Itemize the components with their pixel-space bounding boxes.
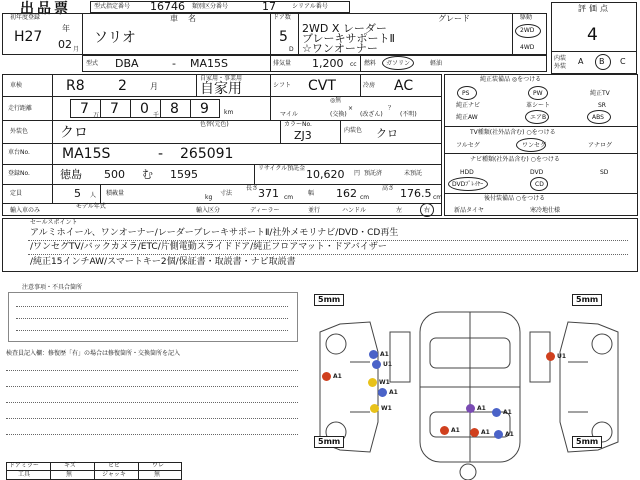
grade-line2: ブレーキサポートⅡ xyxy=(302,32,395,45)
damage-mark-label: A1 xyxy=(389,389,398,396)
damage-mark-dot xyxy=(494,430,503,439)
category-code-value: 17 xyxy=(262,0,276,13)
handle-right: 右 xyxy=(424,207,431,214)
load-unit: kg xyxy=(205,194,213,201)
mileage-note-mile: マイル xyxy=(280,111,298,118)
score-label: 評価点 xyxy=(578,4,611,13)
capacity-label: 定員 xyxy=(10,190,23,197)
legend-header-crack: ヒビ xyxy=(108,462,121,469)
equip-leather: 革シート xyxy=(526,102,551,109)
damage-mark-dot xyxy=(372,360,381,369)
tv-analog: アナログ xyxy=(588,142,613,149)
mileage-mark-unknown: ？ xyxy=(388,105,395,112)
inspector-label: 検査員記入欄：修復歴「有」の場合は修復箇所・交換箇所を記入 xyxy=(6,350,181,357)
use-label: 自家用・事業用 xyxy=(200,75,243,82)
legend-value-break-none: 無 xyxy=(154,471,161,478)
color-code-value: ZJ3 xyxy=(294,129,312,142)
fuel-diesel: 軽油 xyxy=(430,60,443,67)
mileage-digit-5: 9 xyxy=(200,101,209,117)
height-value: 176.5 xyxy=(400,187,432,200)
damage-mark-label: A1 xyxy=(503,409,512,416)
equip-ps-circle xyxy=(457,86,477,100)
grade-label: グレード xyxy=(438,14,470,23)
capacity-value: 5 xyxy=(74,187,81,200)
navi-dvd-player-circle xyxy=(448,177,488,191)
mileage-digit-2: 7 xyxy=(110,101,119,117)
handle-left: 左 xyxy=(396,207,403,214)
import-dealer: ディーラー xyxy=(250,207,280,214)
damage-mark-label: A1 xyxy=(477,405,486,412)
after-title: 後付装備品 ○をつける xyxy=(484,195,546,202)
model-code-label: 型式指定番号 xyxy=(94,3,131,10)
ac-label: 冷房 xyxy=(363,82,376,89)
inspection-month: 2 xyxy=(118,78,127,94)
navi-hdd: HDD xyxy=(460,169,474,176)
grade-line3: ☆ワンオーナー xyxy=(302,42,378,55)
length-unit: cm xyxy=(284,194,294,201)
car-name-label: 車名 xyxy=(170,14,206,23)
interior-grade-c: C xyxy=(620,57,626,66)
dims-label: 寸法 xyxy=(220,190,233,197)
model-label: 型式 xyxy=(86,60,99,67)
equip-navi: 純正ナビ xyxy=(456,102,481,109)
model-year-label: モデル年式 xyxy=(76,203,106,210)
interior-color-label: 内装色 xyxy=(344,127,363,134)
navi-cd-circle xyxy=(530,177,548,191)
interior-grade-b: B xyxy=(599,57,605,66)
mileage-digit-4: 8 xyxy=(170,101,179,117)
equip-airbag-circle xyxy=(525,110,549,124)
exterior-grade-label: 外装 xyxy=(554,63,567,70)
mileage-note-tampered: (改ざん) xyxy=(360,111,383,118)
equip-tv: 純正TV xyxy=(590,90,610,97)
ac-value: AC xyxy=(394,78,414,94)
chassis-number: 265091 xyxy=(180,146,234,162)
selling-point-line-2: /ワンセグTV/バックカメラ/ETC/片側電動スライドドア/純正フロアマット・ドアバイザー xyxy=(30,242,387,252)
equip-abs: ABS xyxy=(592,114,604,121)
damage-mark-dot xyxy=(470,428,479,437)
damage-mark-label: A1 xyxy=(505,431,514,438)
inspection-label: 車検 xyxy=(10,82,23,89)
damage-mark-dot xyxy=(369,350,378,359)
mileage-mark-replaced: × xyxy=(348,105,354,112)
navi-sd: SD xyxy=(600,169,609,176)
damage-mark-dot xyxy=(322,372,331,381)
equip-airbag: エアB xyxy=(530,114,547,121)
plate-class: 500 xyxy=(104,168,125,181)
shift-value: CVT xyxy=(308,78,336,94)
use-value: 自家用 xyxy=(200,81,242,97)
model-prefix: DBA xyxy=(115,57,139,70)
doors-label: ドア数 xyxy=(273,14,291,21)
damage-mark-label: W1 xyxy=(379,379,390,386)
import-type-label: 輸入区分 xyxy=(196,207,221,214)
drive-2wd: 2WD xyxy=(520,27,535,34)
model-dash: - xyxy=(172,57,176,70)
fuel-gas: ガソリン xyxy=(386,60,411,67)
mileage-label: 走行距離 xyxy=(8,105,33,112)
mileage-note-unknown: (不明) xyxy=(400,111,417,118)
damage-mark-dot xyxy=(492,408,501,417)
first-reg-era: H27 xyxy=(14,29,43,45)
tv-oneseg-circle xyxy=(516,138,546,152)
caution-box xyxy=(8,292,298,342)
capacity-unit: 人 xyxy=(90,192,97,199)
displacement-label: 排気量 xyxy=(273,60,292,67)
chassis-dash: - xyxy=(158,146,164,162)
recycle-status-unpaid: 未預託 xyxy=(404,170,423,177)
serial-label: シリアル番号 xyxy=(292,3,328,10)
width-unit: cm xyxy=(360,194,370,201)
damage-mark-dot xyxy=(440,426,449,435)
damage-mark-label: A1 xyxy=(380,351,389,358)
equipment-title: 純正装備品 ◎をつける xyxy=(480,76,542,83)
model-value: MA15S xyxy=(190,57,228,70)
chassis-label: 車台No. xyxy=(8,149,30,156)
plate-area: 徳島 xyxy=(60,168,82,181)
navi-dvd: DVD xyxy=(530,169,544,176)
damage-mark-label: A1 xyxy=(481,429,490,436)
mileage-note-replaced: (交換) xyxy=(330,111,347,118)
inspection-era: R8 xyxy=(66,78,85,94)
exterior-color-label: 外装色 xyxy=(10,128,29,135)
recycle-status: 預託済 xyxy=(364,170,383,177)
shift-label: シフト xyxy=(273,82,292,89)
legend-value-tools: 工具 xyxy=(18,471,31,478)
damage-mark-label: A1 xyxy=(333,373,342,380)
recycle-unit: 円 xyxy=(354,170,361,177)
tread-tag-front-right: 5mm xyxy=(572,294,602,306)
mileage-unit-man: 万 xyxy=(93,112,100,119)
navi-dvd-player: DVDﾌﾟﾚｲﾔｰ xyxy=(452,181,484,188)
equip-pw: PW xyxy=(533,90,543,97)
tread-tag-rear-right: 5mm xyxy=(572,436,602,448)
height-label: 高さ xyxy=(382,185,395,192)
navi-cd: CD xyxy=(535,181,544,188)
score-value: 4 xyxy=(587,25,598,45)
drive-4wd: 4WD xyxy=(520,44,535,51)
damage-mark-label: A1 xyxy=(451,427,460,434)
height-unit: cm xyxy=(433,194,443,201)
legend-value-scratch-none: 無 xyxy=(66,471,73,478)
after-new-tire: 新品タイヤ xyxy=(454,207,484,214)
doors-suffix: D xyxy=(289,46,294,53)
mileage-digit-3: 0 xyxy=(140,101,149,117)
damage-mark-label: U1 xyxy=(383,361,393,368)
exterior-color-value: クロ xyxy=(60,125,88,141)
load-label: 積載量 xyxy=(106,190,125,197)
length-value: 371 xyxy=(258,187,279,200)
interior-grade-a: A xyxy=(578,57,584,66)
import-label: 輸入車のみ xyxy=(10,207,41,214)
damage-mark-dot xyxy=(368,378,377,387)
inspection-unit: 月 xyxy=(150,82,158,91)
equip-pw-circle xyxy=(528,86,548,100)
doors-value: 5 xyxy=(279,29,288,45)
mileage-digit-1: 7 xyxy=(80,101,89,117)
equip-abs-circle xyxy=(587,110,611,124)
recycle-label: リサイクル預託金 xyxy=(258,165,306,172)
displacement-unit: cc xyxy=(350,61,357,68)
legend-value-jack: ジャッキ xyxy=(102,471,126,478)
first-reg-label: 初年度登録 xyxy=(10,14,41,21)
import-parallel: 並行 xyxy=(308,207,321,214)
legend-header-mirror: ドアミラー xyxy=(9,462,39,469)
length-label: 長さ xyxy=(246,185,259,192)
plate-label: 登録No. xyxy=(8,170,30,177)
damage-mark-dot xyxy=(546,352,555,361)
legend-header-break: ワレ xyxy=(152,462,165,469)
sheet-title: 出品票 xyxy=(20,1,71,17)
damage-mark-label: W1 xyxy=(381,405,392,412)
tv-title: TV種類(社外品含む) ○をつける xyxy=(470,129,556,136)
damage-mark-dot xyxy=(466,404,475,413)
equip-aw: 純正AW xyxy=(456,114,478,121)
interior-color-value: クロ xyxy=(376,127,398,140)
damage-mark-dot xyxy=(378,388,387,397)
displacement-value: 1,200 xyxy=(312,57,344,70)
fuel-label: 燃料 xyxy=(364,60,377,67)
selling-point-line-3: /純正15インチAW/スマートキー2個/保証書・取説書・ナビ取説書 xyxy=(30,257,296,267)
grade-line1: 2WD X レーダー xyxy=(302,22,387,35)
interior-grade-label: 内装 xyxy=(554,55,567,62)
selling-points-label: セールスポイント xyxy=(30,219,78,226)
mileage-mark-none: ◎無 xyxy=(330,97,342,104)
mileage-unit-km: km xyxy=(224,109,234,116)
width-label: 幅 xyxy=(308,190,315,197)
plate-kana: む xyxy=(142,168,153,181)
width-value: 162 xyxy=(336,187,357,200)
recycle-amount: 10,620 xyxy=(306,168,345,181)
first-reg-month: 02 xyxy=(58,38,72,51)
car-damage-diagram xyxy=(300,292,638,480)
tread-tag-rear-left: 5mm xyxy=(314,436,344,448)
tread-tag-front-left: 5mm xyxy=(314,294,344,306)
first-reg-year-unit: 年 xyxy=(62,24,70,33)
legend-header-scratch: キズ xyxy=(64,462,76,469)
car-name: ソリオ xyxy=(94,30,136,46)
caution-label: 注意事項・不具合箇所 xyxy=(22,284,83,291)
color-change-label: 色替(元色) xyxy=(200,121,229,128)
after-cold-spec: 寒冷地仕様 xyxy=(530,207,561,214)
mileage-unit-sen: 千 xyxy=(153,112,160,119)
color-code-label: カラーNo. xyxy=(284,121,312,128)
drive-label: 駆動 xyxy=(520,14,533,21)
plate-number: 1595 xyxy=(170,168,198,181)
damage-mark-label: U1 xyxy=(557,353,567,360)
category-code-label: 類別区分番号 xyxy=(192,3,229,10)
tv-oneseg: ワンセグ xyxy=(522,142,547,149)
selling-point-line-1: アルミホイール、ワンオーナー/レーダーブレーキサポートⅡ/社外メモリナビ/DVD・CD再生 xyxy=(30,228,399,238)
damage-mark-dot xyxy=(370,404,379,413)
chassis-prefix: MA15S xyxy=(62,146,111,162)
first-reg-month-unit: 月 xyxy=(73,46,80,53)
handle-label: ハンドル xyxy=(342,207,367,214)
equip-sr: SR xyxy=(598,102,606,109)
model-code-value: 16746 xyxy=(150,0,185,13)
tv-fullseg: フルセグ xyxy=(456,142,480,149)
navi-title: ナビ種類(社外品含む) ○をつける xyxy=(470,156,560,163)
equip-ps: PS xyxy=(462,90,470,97)
